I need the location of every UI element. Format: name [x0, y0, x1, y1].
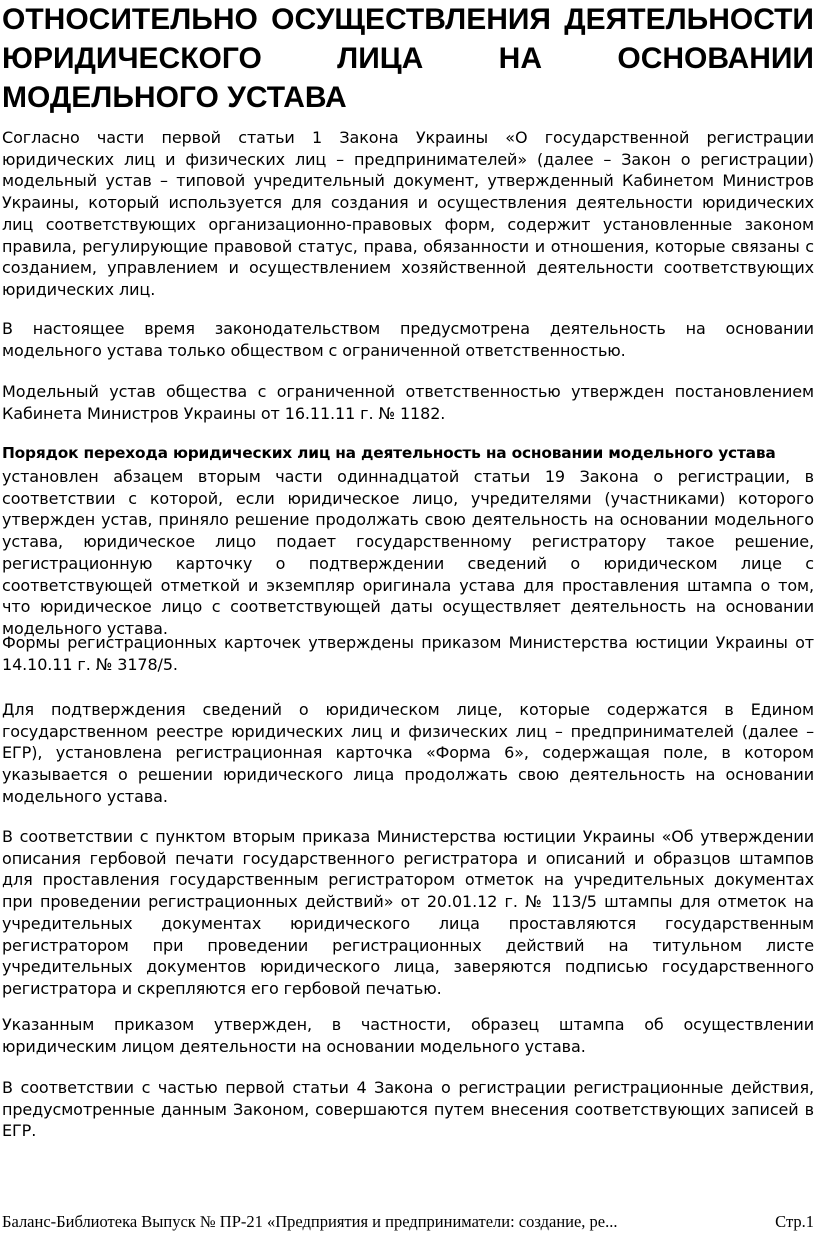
- paragraph-llc-only: В настоящее время законодательством предусмотрена деятельность на основании модельного устава только обществом с ограниченной ответственностью.: [2, 319, 814, 360]
- footer-source: Баланс-Библиотека Выпуск № ПР-21 «Предприятия и предприниматели: создание, ре...: [2, 1212, 618, 1231]
- paragraph-registration-card-forms: Формы регистрационных карточек утверждены приказом Министерства юстиции Украины от 14.10.11 г. № 3178/5.: [2, 633, 814, 674]
- paragraph-form-6: Для подтверждения сведений о юридическом лице, которые содержатся в Едином государственном реестре юридических лиц и физических лиц – предпринимателей (далее – ЕГР), установлена регистрационная карточка «Форма 6», содержащая поле, в котором указывается о решении юридического лица продолжать свою деятельность на основании модельного устава.: [2, 700, 814, 806]
- footer-page-number: Стр.1: [775, 1212, 814, 1231]
- paragraph-stamp-sample: Указанным приказом утвержден, в частности, образец штампа об осуществлении юридическим лицом деятельности на основании модельного устава.: [2, 1015, 814, 1056]
- document-title: ОТНОСИТЕЛЬНО ОСУЩЕСТВЛЕНИЯ ДЕЯТЕЛЬНОСТИ ЮРИДИЧЕСКОГО ЛИЦА НА ОСНОВАНИИ МОДЕЛЬНОГО УСТАВА: [2, 3, 814, 114]
- paragraph-resolution-1182: Модельный устав общества с ограниченной ответственностью утвержден постановлением Кабинета Министров Украины от 16.11.11 г. № 1182.: [2, 382, 814, 423]
- paragraph-transition-procedure: установлен абзацем вторым части одиннадцатой статьи 19 Закона о регистрации, в соответствии с которой, если юридическое лицо, учредителями (участниками) которого утвержден устав, приняло решение продолжать свою деятельность на основании модельного устава, юридическое лицо подает государственному регистратору такое решение, регистрационную карточку о подтверждении сведений о юридическом лице с соответствующей отметкой и экземпляр оригинала устава для проставления штампа о том, что юридическое лицо с соответствующей даты осуществляет деятельность на основании модельного устава.: [2, 467, 814, 638]
- section-subheading: Порядок перехода юридических лиц на деятельность на основании модельного устава: [2, 444, 776, 462]
- paragraph-stamp-order: В соответствии с пунктом вторым приказа Министерства юстиции Украины «Об утверждении описания гербовой печати государственного регистратора и описаний и образцов штампов для проставления государственным регистратором отметок на учредительных документах при проведении регистрационных действий» от 20.01.12 г. № 113/5 штампы для отметок на учредительных документах юридического лица проставляются государственным регистратором при проведении регистрационных действий на титульном листе учредительных документов юридического лица, заверяются подписью государственного регистратора и скрепляются его гербовой печатью.: [2, 827, 814, 998]
- paragraph-registration-actions: В соответствии с частью первой статьи 4 Закона о регистрации регистрационные действия, предусмотренные данным Законом, совершаются путем внесения соответствующих записей в ЕГР.: [2, 1078, 814, 1141]
- paragraph-model-charter-definition: Согласно части первой статьи 1 Закона Украины «О государственной регистрации юридических лиц и физических лиц – предпринимателей» (далее – Закон о регистрации) модельный устав – типовой учредительный документ, утвержденный Кабинетом Министров Украины, который используется для создания и осуществления деятельности юридических лиц соответствующих организационно-правовых форм, содержит установленные законом правила, регулирующие правовой статус, права, обязанности и отношения, которые связаны с созданием, управлением и осуществлением хозяйственной деятельности соответствующих юридических лиц.: [2, 128, 814, 299]
- page-footer: [2, 1211, 814, 1233]
